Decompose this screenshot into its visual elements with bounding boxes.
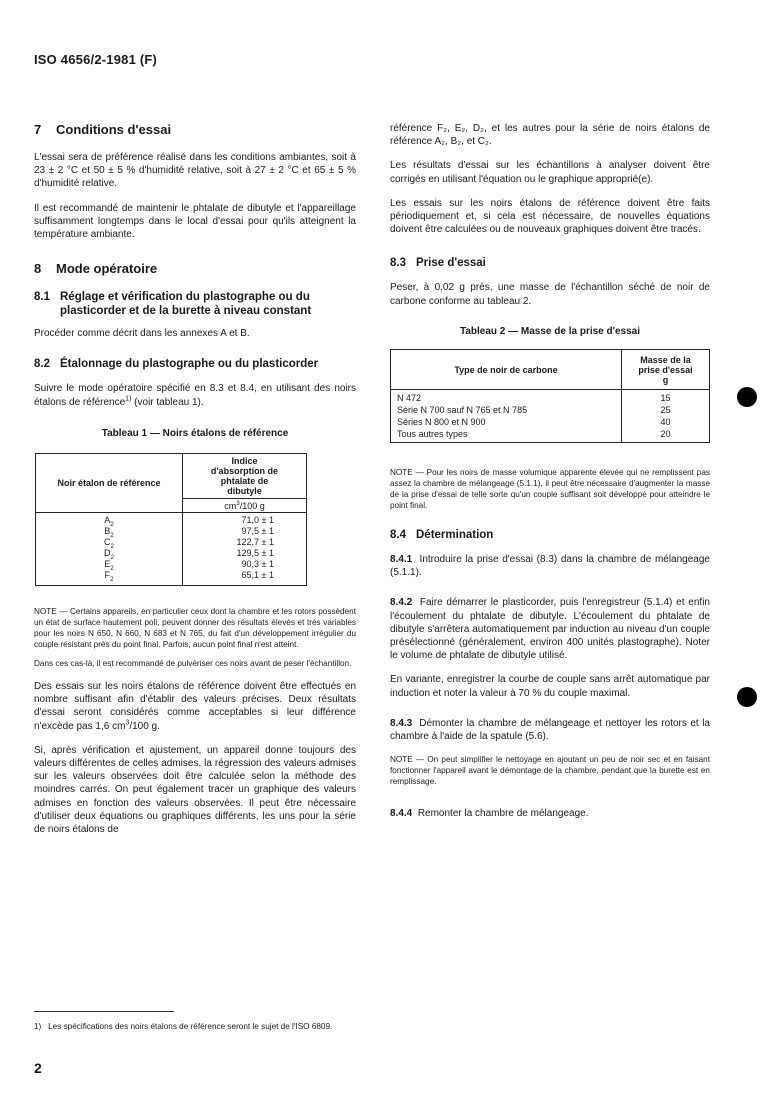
section-7-para-1: L'essai sera de préférence réalisé dans les conditions ambiantes, soit à 23 ± 2 °C et 50 ± 5 % d'humidité relative, soit à 27 ± 2 °C et 65 ± 5 % d'humidité relative. (34, 152, 356, 190)
table-1-cell-ref: $B_2$ (36, 526, 183, 537)
table-1-cell-value: 90,3 ± 1 (241, 559, 274, 570)
section-7-heading: 7 Conditions d'essai (34, 122, 172, 137)
section-8-3-heading: 8.3 Prise d'essai (390, 257, 486, 270)
table-1-cell-ref: $C_2$ (36, 537, 183, 548)
section-8-4-3-note: NOTE — On peut simplifier le nettoyage en ajoutant un peu de noir sec et en faisant fonctionner l'appareil avant le démontage de la chambre, pendant que la burette est en remplissage. (390, 755, 710, 787)
table-2-header-col-2: Masse de la prise d'essai g (622, 350, 710, 390)
right-para-periodic: Les essais sur les noirs étalons de référence doivent être faits périodiquement et, si cela est nécessaire, de nouvelles équations doivent être calculées ou de nouveaux graphiques doivent être tracés. (390, 197, 710, 236)
note-2: Dans ces cas-là, il est recommandé de pulvériser ces noirs avant de peser l'échantillon. (34, 659, 352, 669)
table-1-cell-value: 65,1 ± 1 (241, 570, 274, 581)
table-1-header-col-1: Noir étalon de référence (36, 454, 183, 513)
section-8-4-2-para: 8.4.2 Faire démarrer le plasticorder, puis l'enregistreur (5.1.4) et enfin l'écoulement du phtalate de dibutyle. L'écoulement du phtalate de dibutyle s'arrêtera automatiquement par induction au niveau d'un couple présélectionné (généralement, environ 400 unités plastographe). Noter le volume de phtalate de dibutyle utilisé. (390, 597, 710, 662)
margin-bullet-mark (737, 687, 757, 707)
margin-bullet-mark (737, 387, 757, 407)
table-2-caption: Tableau 2 — Masse de la prise d'essai (459, 325, 641, 337)
section-8-4-2-variant: En variante, enregistrer la courbe de couple sans arrêt automatique par induction et noter la valeur à 70 % du couple maximal. (390, 674, 710, 699)
section-8-2-para: Suivre le mode opératoire spécifié en 8.3 et 8.4, en utilisant des noirs étalons de référence$^{1)}$ (voir tableau 1). (34, 383, 356, 408)
table-2-cell-mass: 15 (660, 393, 671, 404)
table-2-cell-type: N 472 (391, 390, 622, 405)
table-2 (390, 349, 710, 443)
table-1-header-col-2: Indice d'absorption de phtalate de dibutyle (183, 454, 307, 499)
table-2-cell-type: Série N 700 sauf N 765 et N 785 (391, 404, 622, 416)
left-para-regression: Si, après vérification et ajustement, un appareil donne toujours des valeurs différentes de celles admises, la régression des valeurs admises sur les valeurs observées doit être calculée selon la méthode des moindres carrés. On peut également tracer un graphique des valeurs admises en fonction des valeurs observées. Il peut être nécessaire d'utiliser deux équations ou graphiques différents, les uns pour la série de noirs étalons de (34, 744, 356, 836)
page-number: 2 (34, 1060, 42, 1076)
section-8-2-heading: 8.2 Étalonnage du plastographe ou du plasticorder (34, 358, 319, 371)
section-7-para-2: Il est recommandé de maintenir le phtalate de dibutyle et l'appareillage suffisamment longtemps dans le local d'essai pour qu'ils atteignent la température ambiante. (34, 202, 356, 241)
section-8-1-para: Procéder comme décrit dans les annexes A et B. (34, 328, 250, 340)
table-2-note: NOTE — Pour les noirs de masse volumique apparente élevée qui ne remplissent pas assez la chambre de mélangeage (5.1.1), il peut être nécessaire d'augmenter la masse de la prise d'essai de telle sorte qu'un couple suffisant soit développé pour atteindre le point final. (390, 468, 710, 511)
table-2-cell-type: Tous autres types (391, 428, 622, 443)
table-1-cell-value: 71,0 ± 1 (241, 515, 274, 526)
footnote-rule (34, 1011, 174, 1012)
table-1 (35, 453, 307, 586)
section-8-4-4-para: 8.4.4 Remonter la chambre de mélangeage. (390, 808, 589, 820)
table-1-cell-value: 129,5 ± 1 (236, 548, 274, 559)
table-1-cell-ref: $D_2$ (36, 548, 183, 559)
section-8-4-1-para: 8.4.1 Introduire la prise d'essai (8.3) dans la chambre de mélangeage (5.1.1). (390, 554, 710, 579)
table-2-header-col-1: Type de noir de carbone (391, 350, 622, 390)
table-2-cell-mass: 20 (660, 429, 671, 440)
left-para-accuracy: Des essais sur les noirs étalons de référence doivent être effectués en nombre suffisant afin d'établir des valeurs précises. Deux résultats d'essai seront considérés comme acceptables si leur différence n'excède pas 1,6 $cm^3/100$ g. (34, 681, 356, 732)
section-8-1-heading: 8.1 Réglage et vérification du plastographe ou du plasticorder et de la burette à niveau constant (34, 291, 312, 318)
section-8-4-3-para: 8.4.3 Démonter la chambre de mélangeage et nettoyer les rotors et la chambre à l'aide de la spatule (5.6). (390, 717, 710, 743)
table-1-unit: $cm^3/100$ g (183, 499, 307, 513)
table-2-cell-mass: 25 (660, 405, 671, 416)
section-8-4-heading: 8.4 Détermination (390, 529, 494, 542)
table-1-cell-value: 97,5 ± 1 (241, 526, 274, 537)
table-1-cell-ref: $A_2$ (36, 513, 183, 527)
footnote: 1) Les spécifications des noirs étalons de référence seront le sujet de l'ISO 6809. (34, 1022, 333, 1031)
footnote-ref: 1) (125, 395, 132, 403)
table-1-cell-value: 122,7 ± 1 (236, 537, 274, 548)
right-para-results: Les résultats d'essai sur les échantillons à analyser doivent être corrigés en utilisant l'équation ou le graphique approprié(e). (390, 160, 710, 185)
right-column (390, 122, 710, 820)
table-2-cell-type: Séries N 800 et N 900 (391, 416, 622, 428)
table-1-cell-ref: $E_2$ (36, 559, 183, 570)
section-8-heading: 8 Mode opératoire (34, 261, 158, 277)
left-column (34, 122, 356, 836)
document-header: ISO 4656/2-1981 (F) (34, 52, 158, 67)
table-1-cell-ref: $F_2$ (36, 570, 183, 586)
note-1: NOTE — Certains appareils, en particulier ceux dont la chambre et les rotors possèdent un état de surface hautement poli, peuvent donner des résultats élevés et très variables pour les noirs N 650, N 660, N 683 et N 765, du fait d'un développement irrégulier du couple résistant près du point final. Parfois, aucun point final n'est atteint. (34, 607, 356, 650)
table-1-caption: Tableau 1 — Noirs étalons de référence (101, 427, 289, 439)
section-8-3-para: Peser, à 0,02 g près, une masse de l'échantillon séché de noir de carbone conforme au tableau 2. (390, 282, 710, 307)
right-para-continued: référence F₂, E₂, D₂, et les autres pour la série de noirs étalons de référence A₂, B₂, et C₂. (390, 123, 710, 148)
table-2-cell-mass: 40 (660, 417, 671, 428)
